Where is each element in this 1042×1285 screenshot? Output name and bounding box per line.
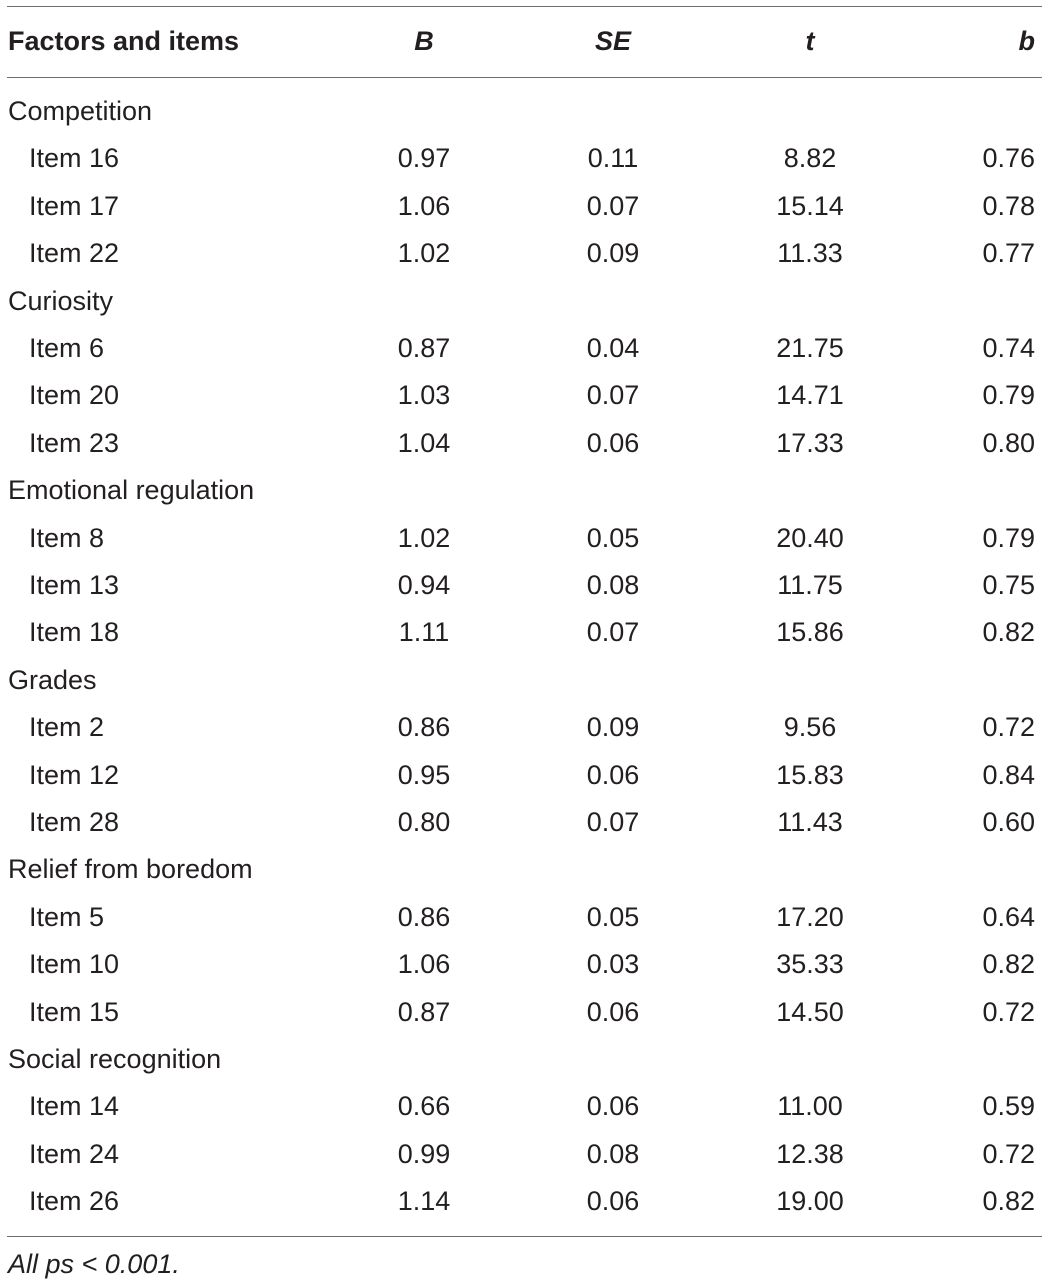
value-SE: 0.08 <box>586 1139 640 1169</box>
value-SE: 0.08 <box>586 570 640 600</box>
item-label: Item 23 <box>29 428 120 458</box>
group-row <box>0 1036 1042 1083</box>
value-b: 0.79 <box>982 523 1035 553</box>
table-row <box>0 1083 1042 1130</box>
item-label: Item 12 <box>29 760 120 790</box>
value-SE: 0.03 <box>586 949 640 979</box>
value-b: 0.60 <box>982 807 1035 837</box>
value-t: 14.71 <box>776 380 844 410</box>
value-B: 0.86 <box>397 712 451 742</box>
value-b: 0.72 <box>982 712 1035 742</box>
value-t: 15.83 <box>776 760 844 790</box>
value-SE: 0.04 <box>586 333 640 363</box>
table-row <box>0 420 1042 467</box>
item-label: Item 17 <box>29 191 120 221</box>
top-rule <box>7 6 1042 7</box>
table-row <box>0 1178 1042 1225</box>
value-b: 0.77 <box>982 238 1035 268</box>
table-row <box>0 515 1042 562</box>
value-t: 21.75 <box>776 333 844 363</box>
value-B: 1.04 <box>397 428 451 458</box>
value-t: 15.14 <box>776 191 844 221</box>
group-name: Grades <box>8 665 97 695</box>
value-B: 0.87 <box>397 997 451 1027</box>
table-row <box>0 372 1042 419</box>
value-SE: 0.07 <box>586 380 640 410</box>
value-SE: 0.07 <box>586 191 640 221</box>
header-factors: Factors and items <box>8 26 240 56</box>
value-b: 0.75 <box>982 570 1035 600</box>
value-t: 14.50 <box>776 997 844 1027</box>
value-SE: 0.06 <box>586 760 640 790</box>
value-B: 0.97 <box>397 143 451 173</box>
group-name: Emotional regulation <box>8 475 255 505</box>
table-row <box>0 989 1042 1036</box>
table-row <box>0 941 1042 988</box>
value-t: 11.43 <box>777 807 843 837</box>
value-b: 0.72 <box>982 997 1035 1027</box>
item-label: Item 22 <box>29 238 120 268</box>
value-B: 1.02 <box>397 238 451 268</box>
value-B: 0.87 <box>397 333 451 363</box>
header-rule <box>7 77 1042 78</box>
table-header <box>0 18 1042 65</box>
group-name: Competition <box>8 96 153 126</box>
item-label: Item 20 <box>29 380 120 410</box>
value-t: 19.00 <box>776 1186 844 1216</box>
value-t: 8.82 <box>783 143 837 173</box>
item-label: Item 14 <box>29 1091 120 1121</box>
value-b: 0.80 <box>982 428 1035 458</box>
item-label: Item 5 <box>29 902 105 932</box>
group-row <box>0 278 1042 325</box>
item-label: Item 2 <box>29 712 105 742</box>
value-SE: 0.09 <box>586 238 640 268</box>
value-b: 0.74 <box>982 333 1035 363</box>
item-label: Item 28 <box>29 807 120 837</box>
value-SE: 0.06 <box>586 1186 640 1216</box>
value-t: 17.33 <box>776 428 844 458</box>
item-label: Item 10 <box>29 949 120 979</box>
table-row <box>0 704 1042 751</box>
value-B: 0.86 <box>397 902 451 932</box>
value-b: 0.82 <box>982 949 1035 979</box>
item-label: Item 24 <box>29 1139 120 1169</box>
header-b: b <box>1018 26 1035 56</box>
header-SE: SE <box>594 26 632 56</box>
value-B: 1.06 <box>397 191 451 221</box>
value-t: 17.20 <box>776 902 844 932</box>
value-SE: 0.06 <box>586 1091 640 1121</box>
value-B: 1.03 <box>397 380 451 410</box>
group-row <box>0 467 1042 514</box>
value-t: 11.33 <box>777 238 843 268</box>
table-row <box>0 752 1042 799</box>
value-b: 0.64 <box>982 902 1035 932</box>
table-row <box>0 562 1042 609</box>
value-b: 0.76 <box>982 143 1035 173</box>
value-SE: 0.06 <box>586 428 640 458</box>
table-row <box>0 135 1042 182</box>
value-t: 12.38 <box>776 1139 844 1169</box>
table-row <box>0 609 1042 656</box>
value-SE: 0.05 <box>586 523 640 553</box>
table-row <box>0 799 1042 846</box>
group-name: Relief from boredom <box>8 854 253 884</box>
group-name: Curiosity <box>8 286 114 316</box>
value-t: 9.56 <box>783 712 837 742</box>
header-t: t <box>805 26 815 56</box>
item-label: Item 26 <box>29 1186 120 1216</box>
value-b: 0.82 <box>982 1186 1035 1216</box>
value-B: 0.95 <box>397 760 451 790</box>
item-label: Item 8 <box>29 523 105 553</box>
value-B: 1.06 <box>397 949 451 979</box>
value-SE: 0.07 <box>586 617 640 647</box>
value-t: 11.75 <box>777 570 843 600</box>
value-B: 0.94 <box>397 570 451 600</box>
value-SE: 0.05 <box>586 902 640 932</box>
value-SE: 0.07 <box>586 807 640 837</box>
item-label: Item 6 <box>29 333 105 363</box>
value-B: 1.02 <box>397 523 451 553</box>
item-label: Item 18 <box>29 617 120 647</box>
value-t: 15.86 <box>776 617 844 647</box>
table-row <box>0 894 1042 941</box>
item-label: Item 16 <box>29 143 120 173</box>
value-t: 35.33 <box>776 949 844 979</box>
value-b: 0.82 <box>982 617 1035 647</box>
table-row <box>0 183 1042 230</box>
value-b: 0.59 <box>982 1091 1035 1121</box>
value-b: 0.72 <box>982 1139 1035 1169</box>
value-B: 1.14 <box>397 1186 451 1216</box>
group-row <box>0 846 1042 893</box>
table-footnote: All ps < 0.001. <box>8 1249 180 1279</box>
bottom-rule <box>7 1236 1042 1237</box>
group-name: Social recognition <box>8 1044 222 1074</box>
value-B: 1.11 <box>398 617 450 647</box>
table-row <box>0 325 1042 372</box>
item-label: Item 13 <box>29 570 120 600</box>
value-B: 0.66 <box>397 1091 451 1121</box>
value-b: 0.78 <box>982 191 1035 221</box>
item-label: Item 15 <box>29 997 120 1027</box>
value-B: 0.99 <box>397 1139 451 1169</box>
value-t: 20.40 <box>776 523 844 553</box>
value-t: 11.00 <box>777 1091 843 1121</box>
value-B: 0.80 <box>397 807 451 837</box>
value-b: 0.79 <box>982 380 1035 410</box>
group-row <box>0 657 1042 704</box>
header-B: B <box>414 26 434 56</box>
table-row <box>0 230 1042 277</box>
value-SE: 0.11 <box>587 143 639 173</box>
value-SE: 0.09 <box>586 712 640 742</box>
group-row <box>0 88 1042 135</box>
table-row <box>0 1131 1042 1178</box>
value-SE: 0.06 <box>586 997 640 1027</box>
value-b: 0.84 <box>982 760 1035 790</box>
